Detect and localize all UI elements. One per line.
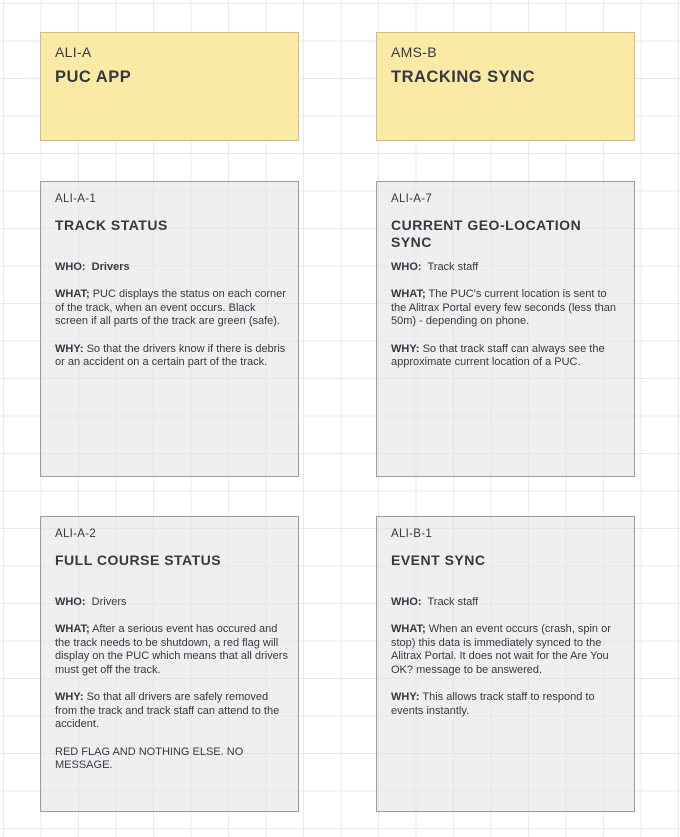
why-value: This allows track staff to respond to events instantly. — [391, 691, 595, 717]
what-line — [55, 623, 288, 677]
why-label: WHY: — [391, 342, 420, 355]
note-line: RED FLAG AND NOTHING ELSE. NO MESSAGE. — [55, 745, 244, 772]
story-body — [391, 596, 624, 732]
who-label: WHO: — [55, 261, 86, 273]
why-label: WHY: — [391, 691, 420, 704]
story-title: TRACK STATUS — [55, 217, 168, 233]
why-line — [391, 343, 624, 370]
what-value: When an event occurs (crash, spin or stop) this data is immediately synced to the Alitrax Portal. It does not wait for the Are You OK? message to be answered. — [391, 623, 611, 676]
story-card-ali-b-1[interactable] — [376, 516, 635, 812]
story-card-ali-a-1[interactable] — [40, 181, 299, 477]
epic-card-ams-b[interactable] — [376, 32, 635, 141]
who-line — [391, 596, 624, 610]
story-code: ALI-A-7 — [391, 193, 433, 205]
why-label: WHY: — [55, 342, 84, 355]
why-value: So that the drivers know if there is debris or an accident on a certain part of the track. — [55, 342, 286, 369]
who-line — [391, 261, 624, 275]
who-value: Drivers — [91, 596, 127, 608]
story-title: CURRENT GEO-LOCATION SYNC — [391, 217, 582, 250]
story-card-ali-a-2[interactable] — [40, 516, 299, 812]
epic-title: PUC APP — [55, 68, 132, 86]
who-line — [55, 261, 288, 275]
what-label: WHAT; — [55, 623, 90, 636]
why-line — [391, 691, 624, 718]
why-value: So that all drivers are safely removed from the track and track staff can attend to the accident. — [55, 691, 280, 731]
epic-code: AMS-B — [391, 44, 437, 60]
why-value: So that track staff can always see the approximate current location of a PUC. — [391, 342, 605, 369]
what-line — [55, 288, 288, 329]
what-label: WHAT; — [391, 288, 426, 301]
what-line — [391, 623, 624, 677]
why-label: WHY: — [55, 691, 84, 704]
story-body — [55, 261, 288, 383]
why-line — [55, 343, 288, 370]
story-title: EVENT SYNC — [391, 552, 486, 568]
story-body — [55, 596, 288, 786]
who-label: WHO: — [55, 596, 86, 608]
why-line — [55, 691, 288, 732]
who-label: WHO: — [391, 261, 422, 273]
what-value: The PUC's current location is sent to the Alitrax Portal every few seconds (less than 50m) - depending on phone. — [391, 288, 616, 328]
who-label: WHO: — [391, 596, 422, 608]
what-line — [391, 288, 624, 329]
epic-card-ali-a[interactable] — [40, 32, 299, 141]
what-value: PUC displays the status on each corner of the track, when an event occurs. Black screen if all parts of the track are green (safe). — [55, 288, 286, 328]
who-value: Drivers — [91, 261, 130, 273]
story-title: FULL COURSE STATUS — [55, 552, 222, 568]
what-value: After a serious event has occured and the track needs to be shutdown, a red flag will display on the PUC which means that all drivers must get off the track. — [55, 623, 288, 676]
story-code: ALI-A-2 — [55, 528, 97, 540]
epic-title: TRACKING SYNC — [391, 68, 536, 86]
epic-code: ALI-A — [55, 44, 92, 60]
what-label: WHAT; — [55, 288, 90, 301]
story-card-ali-a-7[interactable] — [376, 181, 635, 477]
who-line — [55, 596, 288, 610]
story-code: ALI-B-1 — [391, 528, 433, 540]
story-code: ALI-A-1 — [55, 193, 97, 205]
what-label: WHAT; — [391, 623, 426, 636]
story-body — [391, 261, 624, 383]
who-value: Track staff — [427, 261, 479, 273]
who-value: Track staff — [427, 596, 479, 608]
